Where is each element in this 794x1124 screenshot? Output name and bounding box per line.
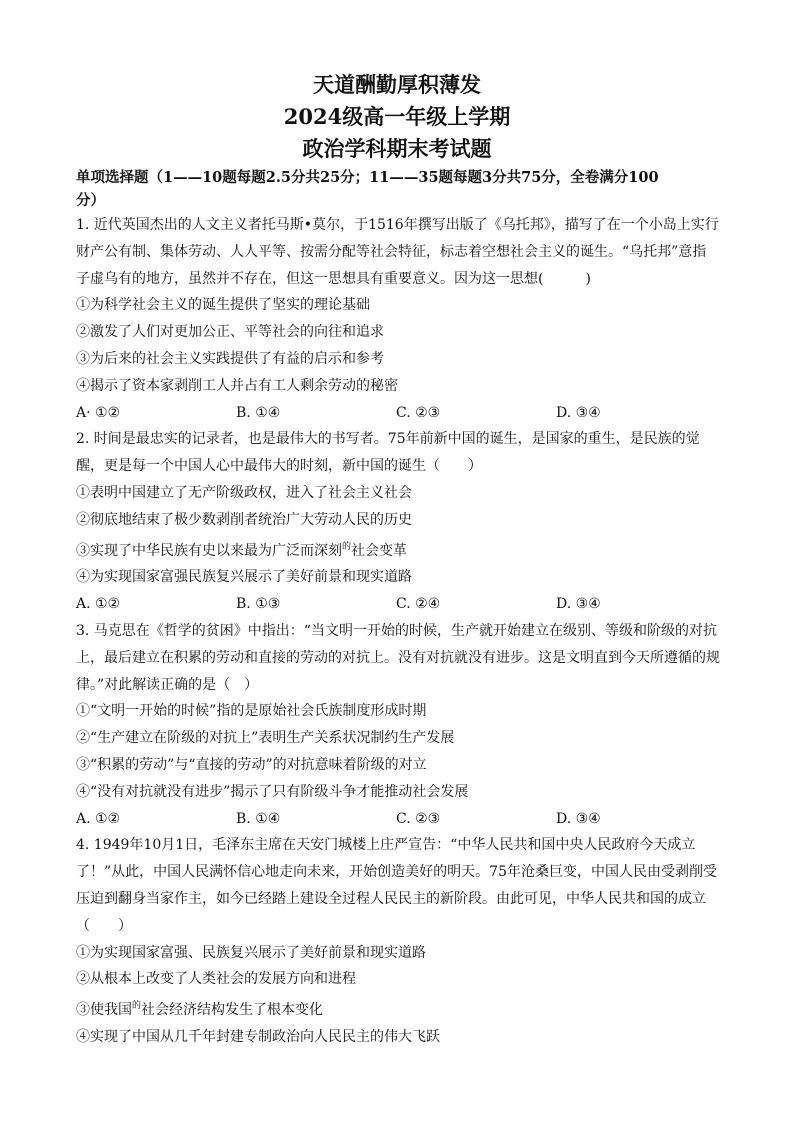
question-2-item: ②彻底地结束了极少数剥削者统治广大劳动人民的历史 [76,511,412,528]
question-2-item-3 [76,534,726,565]
question-4-item-3-tail: 社会经济结构发生了根本变化 [141,1002,324,1019]
option-d: D. ③④ [556,810,601,827]
question-3-item: ①“文明一开始的时候”指的是原始社会氏族制度形成时期 [76,703,427,720]
question-4-item: ④实现了中国从几千年封建专制政治向人民民主的伟大飞跃 [76,1028,440,1045]
question-2-stem-line: 2. 时间是最忠实的记录者，也是最伟大的书写者。75年前新中国的诞生，是国家的重生，是民族的觉 [76,431,700,448]
question-4-stem-line: 了！”从此，中国人民满怀信心地走向未来，开始创造美好的明天。75年沧桑巨变，中国人民由受剥削受 [76,864,717,881]
question-3-item: ②“生产建立在阶级的对抗上”表明生产关系状况制约生产发展 [76,730,455,747]
option-b: B. ①③ [236,596,281,613]
question-2-item-3-small: 的 [342,541,352,552]
question-1-item: ③为后来的社会主义实践提供了有益的启示和参考 [76,350,384,367]
question-1 [76,212,726,426]
question-4-stem-line: 4. 1949年10月1日，毛泽东主席在天安门城楼上庄严宣告：“中华人民共和国中央人民政府今天成立 [76,837,696,854]
question-4-item-3 [76,993,726,1024]
question-4-item: ①为实现国家富强、民族复兴展示了美好前景和现实道路 [76,944,426,961]
question-4-stem-line: 压迫到翻身当家作主，如今已经踏上建设全过程人民民主的新阶段。由此可见，中华人民共和国的成立 [76,890,706,907]
option-a: A. ①② [76,596,121,613]
option-b: B. ①④ [236,810,281,827]
question-2-item-3-text: ③实现了中华民族有史以来最为广泛而深刻 [76,542,342,559]
option-b: B. ①④ [236,404,281,421]
question-3-stem-line: 3. 马克思在《哲学的贫困》中指出：“当文明一开始的时候，生产就开始建立在级别、等级和阶级的对抗 [76,622,717,639]
questions [76,212,726,1051]
question-1-stem-line: 子虚乌有的地方，虽然并不存在，但这一思想具有重要意义。因为这一思想( ) [76,270,591,287]
question-1-item: ①为科学社会主义的诞生提供了坚实的理论基础 [76,297,370,314]
question-1-item: ②激发了人们对更加公正、平等社会的向往和追求 [76,324,384,341]
question-1-stem-line: 财产公有制、集体劳动、人人平等、按需分配等社会特征，标志着空想社会主义的诞生。“乌托邦”意指 [76,243,707,260]
section-heading-line-1: 单项选择题（1——10题每题2.5分共25分；11——35题每题3分共75分，全卷满分100 [76,169,659,186]
question-3-item: ④“没有对抗就没有进步”揭示了只有阶级斗争才能推动社会发展 [76,783,469,800]
option-a: A· ①② [76,404,121,421]
option-c: C. ②③ [396,810,441,827]
question-2-stem-line: 醒，更是每一个中国人心中最伟大的时刻，新中国的诞生（ ） [76,458,482,475]
option-a: A. ①② [76,810,121,827]
question-1-stem-line: 1. 近代英国杰出的人文主义者托马斯•莫尔，于1516年撰写出版了《乌托邦》，描写了在一个小岛上实行 [76,217,719,233]
option-d: D. ③④ [556,596,601,613]
question-2-item: ④为实现国家富强民族复兴展示了美好前景和现实道路 [76,569,412,586]
question-3-options [76,806,726,833]
option-c: C. ②③ [396,404,441,421]
exam-title: 政治学科期末考试题 [302,136,492,161]
question-1-item: ④揭示了资本家剥削工人并占有工人剩余劳动的秘密 [76,377,398,394]
question-4 [76,832,726,1050]
question-2-item-3-tail: 社会变革 [351,542,408,559]
question-4-item-3-text: ③使我国 [76,1002,132,1019]
question-2-item: ①表明中国建立了无产阶级政权，进入了社会主义社会 [76,484,412,501]
school-motto-title: 天道酬勤厚积薄发 [313,72,481,97]
question-3-stem-line: 上，最后建立在积累的劳动和直接的劳动的对抗上。没有对抗就没有进步。这是文明直到今天所遵循的规 [76,649,720,666]
option-d: D. ③④ [556,404,601,421]
question-3-stem-line: 律。”对此解读正确的是（ ） [76,676,259,693]
question-1-options [76,400,726,427]
section-heading [76,166,726,212]
section-heading-line-2: 分） [76,192,105,209]
question-4-stem-line: （ ） [76,917,132,934]
question-3-item: ③“积累的劳动”与“直接的劳动”的对抗意味着阶级的对立 [76,756,427,773]
question-3 [76,618,726,832]
grade-title: 2024级高一年级上学期 [283,104,511,129]
question-2-options [76,591,726,618]
question-4-item-3-small: 的 [132,1001,142,1012]
option-c: C. ②④ [396,596,441,613]
question-4-item: ②从根本上改变了人类社会的发展方向和进程 [76,971,356,988]
question-2 [76,426,726,618]
